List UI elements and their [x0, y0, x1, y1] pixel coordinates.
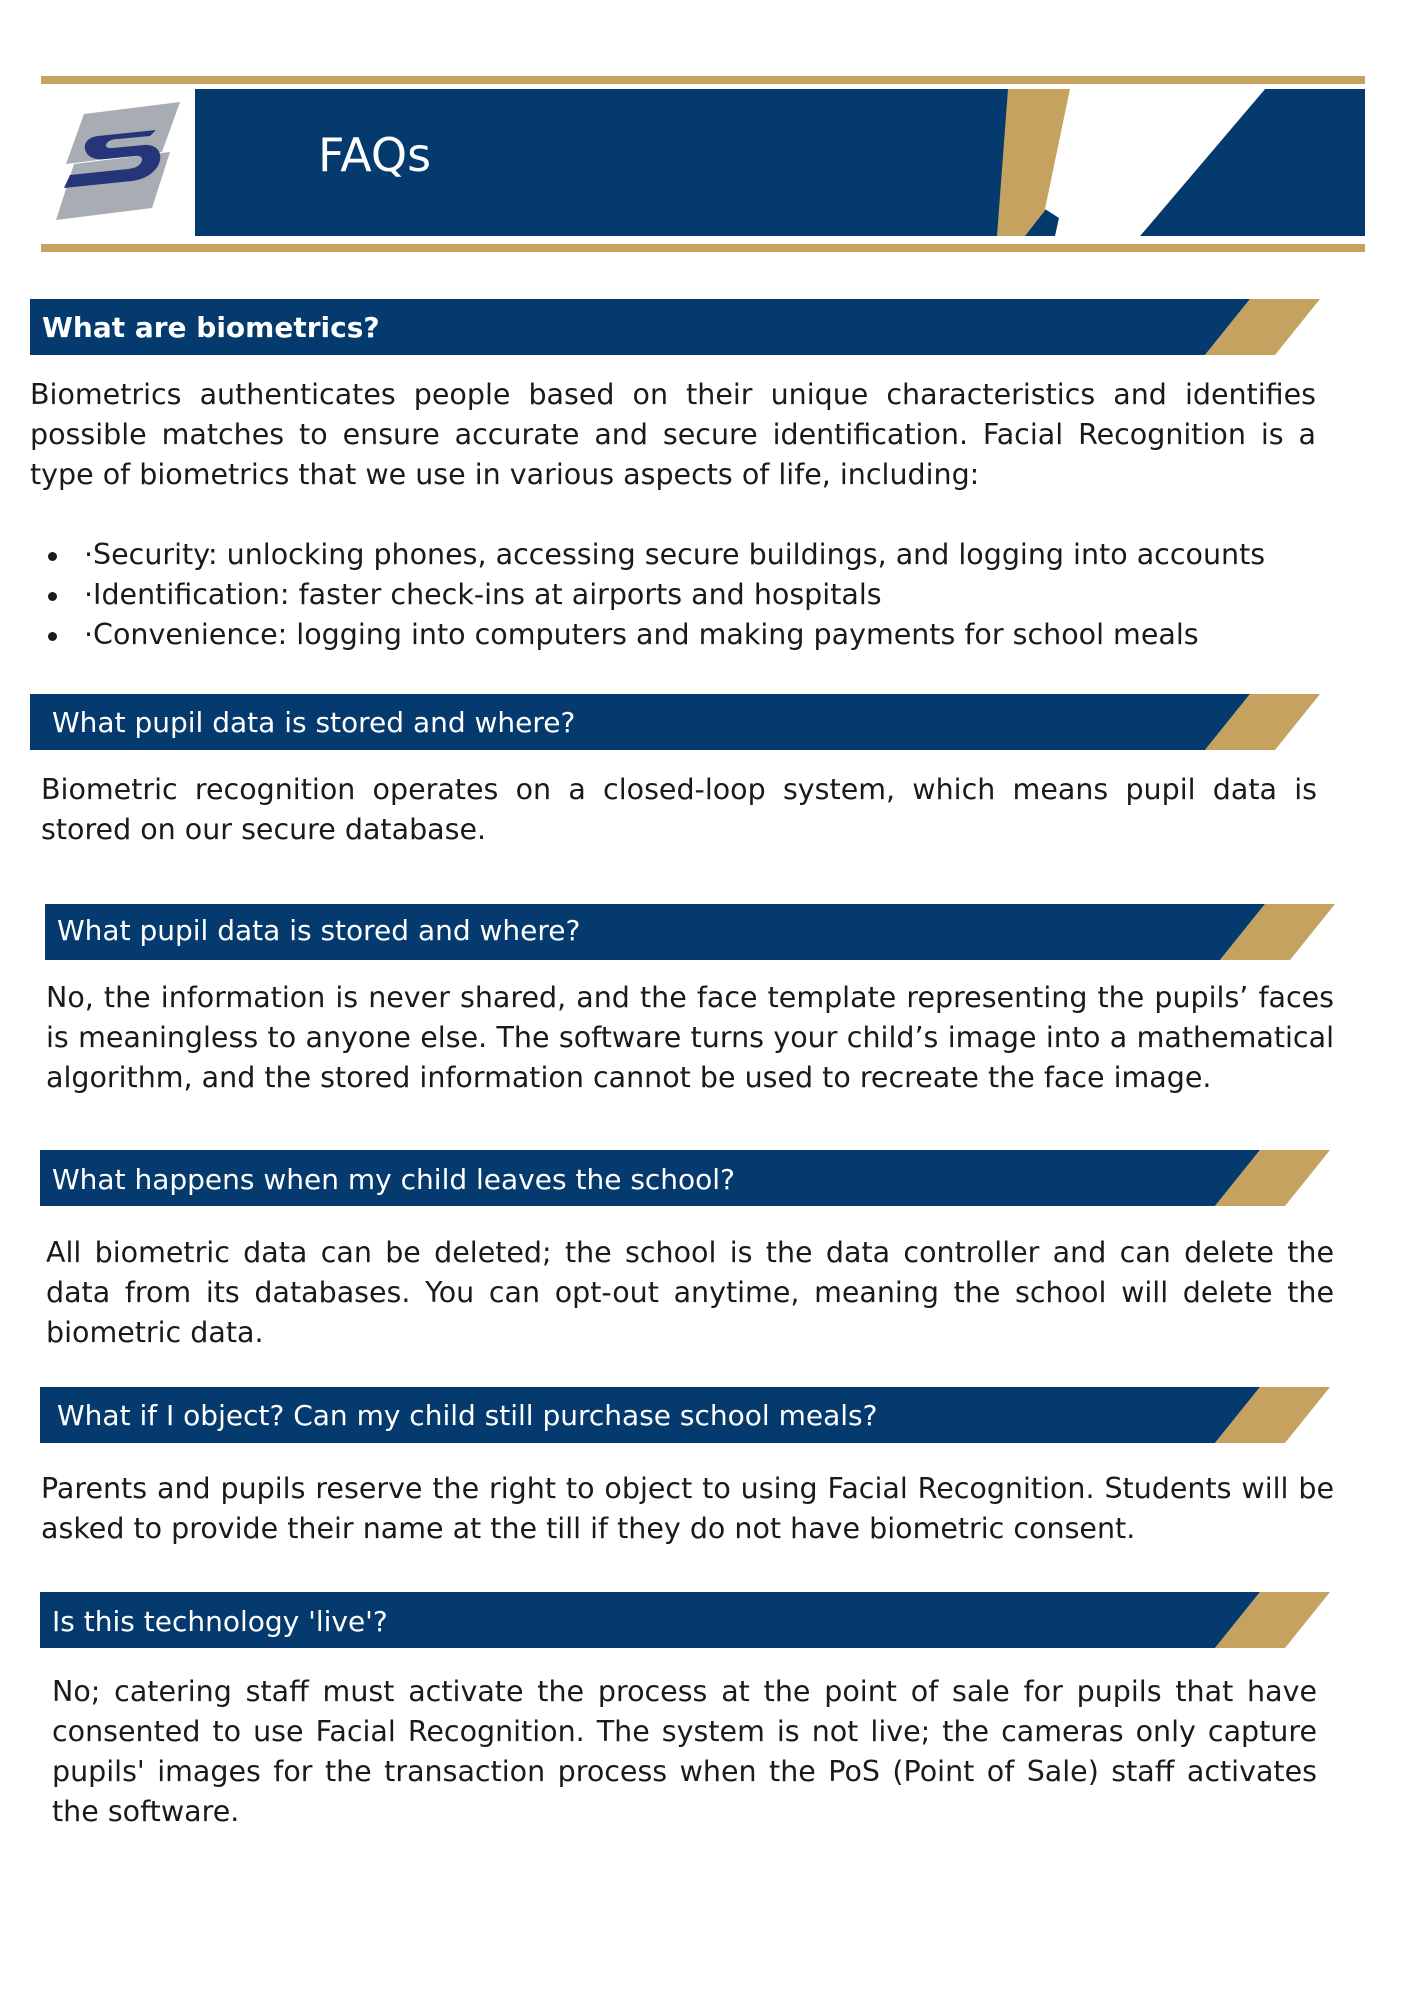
school-logo — [52, 96, 182, 226]
faq-question: What pupil data is stored and where? — [57, 914, 581, 947]
faq-answer: Biometric recognition operates on a closed-loop system, which means pupil data is stored on our secure database. — [41, 773, 1317, 846]
faq-answer: Parents and pupils reserve the right to object to using Facial Recognition. Students will be asked to provide their name at the till if they do not have biometric consent. — [41, 1472, 1334, 1545]
faq-answer: All biometric data can be deleted; the school is the data controller and can delete the data from its databases. You can opt-out anytime, meaning the school will delete the biometric data. — [46, 1236, 1334, 1349]
faq-answer: No, the information is never shared, and the face template representing the pupils’ faces is meaningless to anyone else. The software turns your child’s image into a mathematical algorithm, and the stored information cannot be used to recreate the face image. — [46, 981, 1334, 1094]
faq-answer: Biometrics authenticates people based on their unique characteristics and identifies possible matches to ensure accurate and secure identification. Facial Recognition is a type of biometrics that we use in various aspects of life, including: — [30, 378, 1316, 491]
faq-bullet-list — [30, 535, 1330, 655]
header-top-rule — [41, 76, 1365, 84]
header-bottom-rule — [41, 244, 1365, 252]
list-item: ·Identification: faster check-ins at airports and hospitals — [30, 575, 1330, 615]
faq-question: What if I object? Can my child still purchase school meals? — [57, 1399, 878, 1432]
page-title: FAQs — [318, 128, 432, 182]
faq-question: Is this technology 'live'? — [52, 1605, 388, 1638]
faq-answer: No; catering staff must activate the process at the point of sale for pupils that have consented to use Facial Recognition. The system is not live; the cameras only capture pupils' images for the transaction process when the PoS (Point of Sale) staff activates the software. — [52, 1675, 1317, 1828]
list-item: ·Convenience: logging into computers and making payments for school meals — [30, 615, 1330, 655]
faq-question: What are biometrics? — [42, 311, 380, 344]
faq-question: What happens when my child leaves the school? — [52, 1163, 735, 1196]
faq-question: What pupil data is stored and where? — [52, 706, 576, 739]
list-item: ·Security: unlocking phones, accessing secure buildings, and logging into accounts — [30, 535, 1330, 575]
